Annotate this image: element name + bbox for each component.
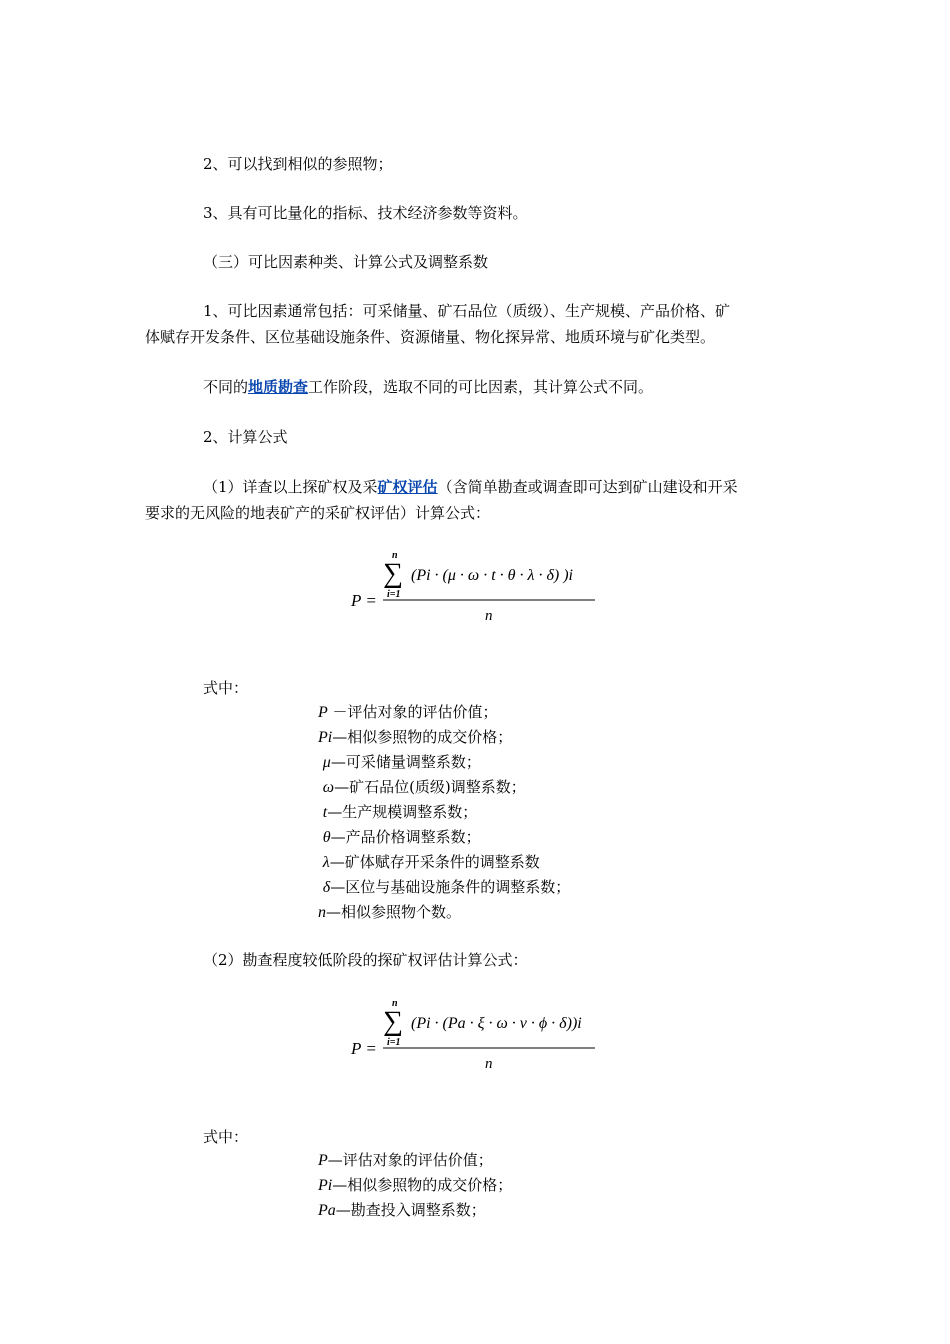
definition-item — [318, 1173, 512, 1198]
definition-symbol: P — [318, 1152, 328, 1169]
definition-symbol: Pi — [318, 729, 333, 746]
definition-symbol: μ — [322, 754, 331, 771]
definition-text: —生产规模调整系数； — [327, 803, 478, 821]
formula-2 — [345, 998, 605, 1098]
definition-text: —相似参照物个数。 — [326, 903, 462, 921]
definition-symbol: δ — [322, 879, 331, 896]
paragraph-factors-line2: 体赋存开发条件、区位基础设施条件、资源储量、物化探异常、地质环境与矿化类型。 — [145, 328, 716, 346]
link-mining-right-evaluation[interactable]: 矿权评估 — [377, 478, 438, 496]
text-segment: （1）详查以上探矿权及采 — [203, 478, 378, 496]
paragraph-formula2-intro: （2）勘查程度较低阶段的探矿权评估计算公式： — [203, 951, 528, 969]
definition-item — [318, 875, 570, 900]
definition-symbol: λ — [322, 854, 330, 871]
paragraph-factors-line1: 1、可比因素通常包括：可采储量、矿石品位（质级）、生产规模、产品价格、矿 — [203, 302, 731, 320]
text-segment: 不同的 — [203, 378, 249, 396]
where-label-1: 式中： — [203, 679, 249, 697]
formula-1-denominator: n — [485, 608, 493, 624]
link-geological-survey[interactable]: 地质勘查 — [248, 378, 309, 396]
definition-text: —区位与基础设施条件的调整系数； — [330, 878, 571, 896]
paragraph-formula1-intro-line1 — [203, 474, 738, 500]
formula-1-svg — [345, 550, 605, 650]
definition-item — [318, 1148, 512, 1173]
definition-item — [318, 725, 570, 750]
paragraph-quantifiable-indicators: 3、具有可比量化的指标、技术经济参数等资料。 — [203, 204, 528, 222]
definition-text: —相似参照物的成交价格； — [332, 728, 513, 746]
definition-symbol: P — [318, 704, 328, 721]
formula-2-sum-bottom: i=1 — [387, 1037, 401, 1048]
formula-2-lhs: P = — [351, 1039, 377, 1058]
formula-1-numerator: (Pi · (μ · ω · t · θ · λ · δ) )i — [411, 567, 573, 584]
definition-item — [318, 750, 570, 775]
definition-item — [318, 900, 570, 925]
formula-2-numerator: (Pi · (Pa · ξ · ω · ν · ϕ · δ))i — [411, 1015, 582, 1032]
definition-item — [318, 700, 570, 725]
definition-text: —勘查投入调整系数； — [335, 1201, 486, 1219]
where-label-2: 式中： — [203, 1128, 249, 1146]
definition-text: —评估对象的评估价值； — [327, 1151, 493, 1169]
paragraph-comparable-reference: 2、可以找到相似的参照物； — [203, 155, 393, 173]
definitions-list-2 — [318, 1148, 512, 1223]
formula-1-sigma: ∑ — [383, 558, 403, 589]
definition-item — [318, 800, 570, 825]
formula-2-sigma: ∑ — [383, 1006, 403, 1037]
formula-2-svg — [345, 998, 605, 1098]
text-segment: （含简单勘查或调查即可达到矿山建设和开采 — [437, 478, 738, 496]
paragraph-formula1-intro-line2: 要求的无风险的地表矿产的采矿权评估）计算公式： — [145, 504, 491, 522]
definition-item — [318, 825, 570, 850]
definition-symbol: θ — [322, 829, 331, 846]
definitions-list-1 — [318, 700, 570, 925]
definition-item — [318, 850, 570, 875]
text-segment: 工作阶段，选取不同的可比因素，其计算公式不同。 — [308, 378, 654, 396]
formula-1 — [345, 550, 605, 650]
definition-text: —可采储量调整系数； — [330, 753, 481, 771]
formula-1-lhs: P = — [351, 591, 377, 610]
subheading-formula: 2、计算公式 — [203, 428, 288, 446]
paragraph-exploration-stage — [203, 374, 653, 400]
definition-item — [318, 1198, 512, 1223]
definition-text: —矿石品位(质级)调整系数； — [334, 778, 526, 796]
definition-symbol: t — [322, 804, 328, 821]
definition-symbol: n — [318, 904, 326, 921]
definition-symbol: Pa — [318, 1202, 336, 1219]
section-heading-comparable-factors: （三）可比因素种类、计算公式及调整系数 — [203, 253, 489, 271]
formula-2-sum-top: n — [392, 998, 398, 1009]
definition-text: —矿体赋存开采条件的调整系数 — [329, 853, 540, 871]
definition-symbol: ω — [322, 779, 335, 796]
formula-1-sum-bottom: i=1 — [387, 589, 401, 600]
definition-text: －评估对象的评估价值； — [327, 703, 498, 721]
formula-1-sum-top: n — [392, 550, 398, 561]
formula-2-denominator: n — [485, 1056, 493, 1072]
definition-text: —产品价格调整系数； — [330, 828, 481, 846]
definition-item — [318, 775, 570, 800]
definition-text: —相似参照物的成交价格； — [332, 1176, 513, 1194]
definition-symbol: Pi — [318, 1177, 333, 1194]
